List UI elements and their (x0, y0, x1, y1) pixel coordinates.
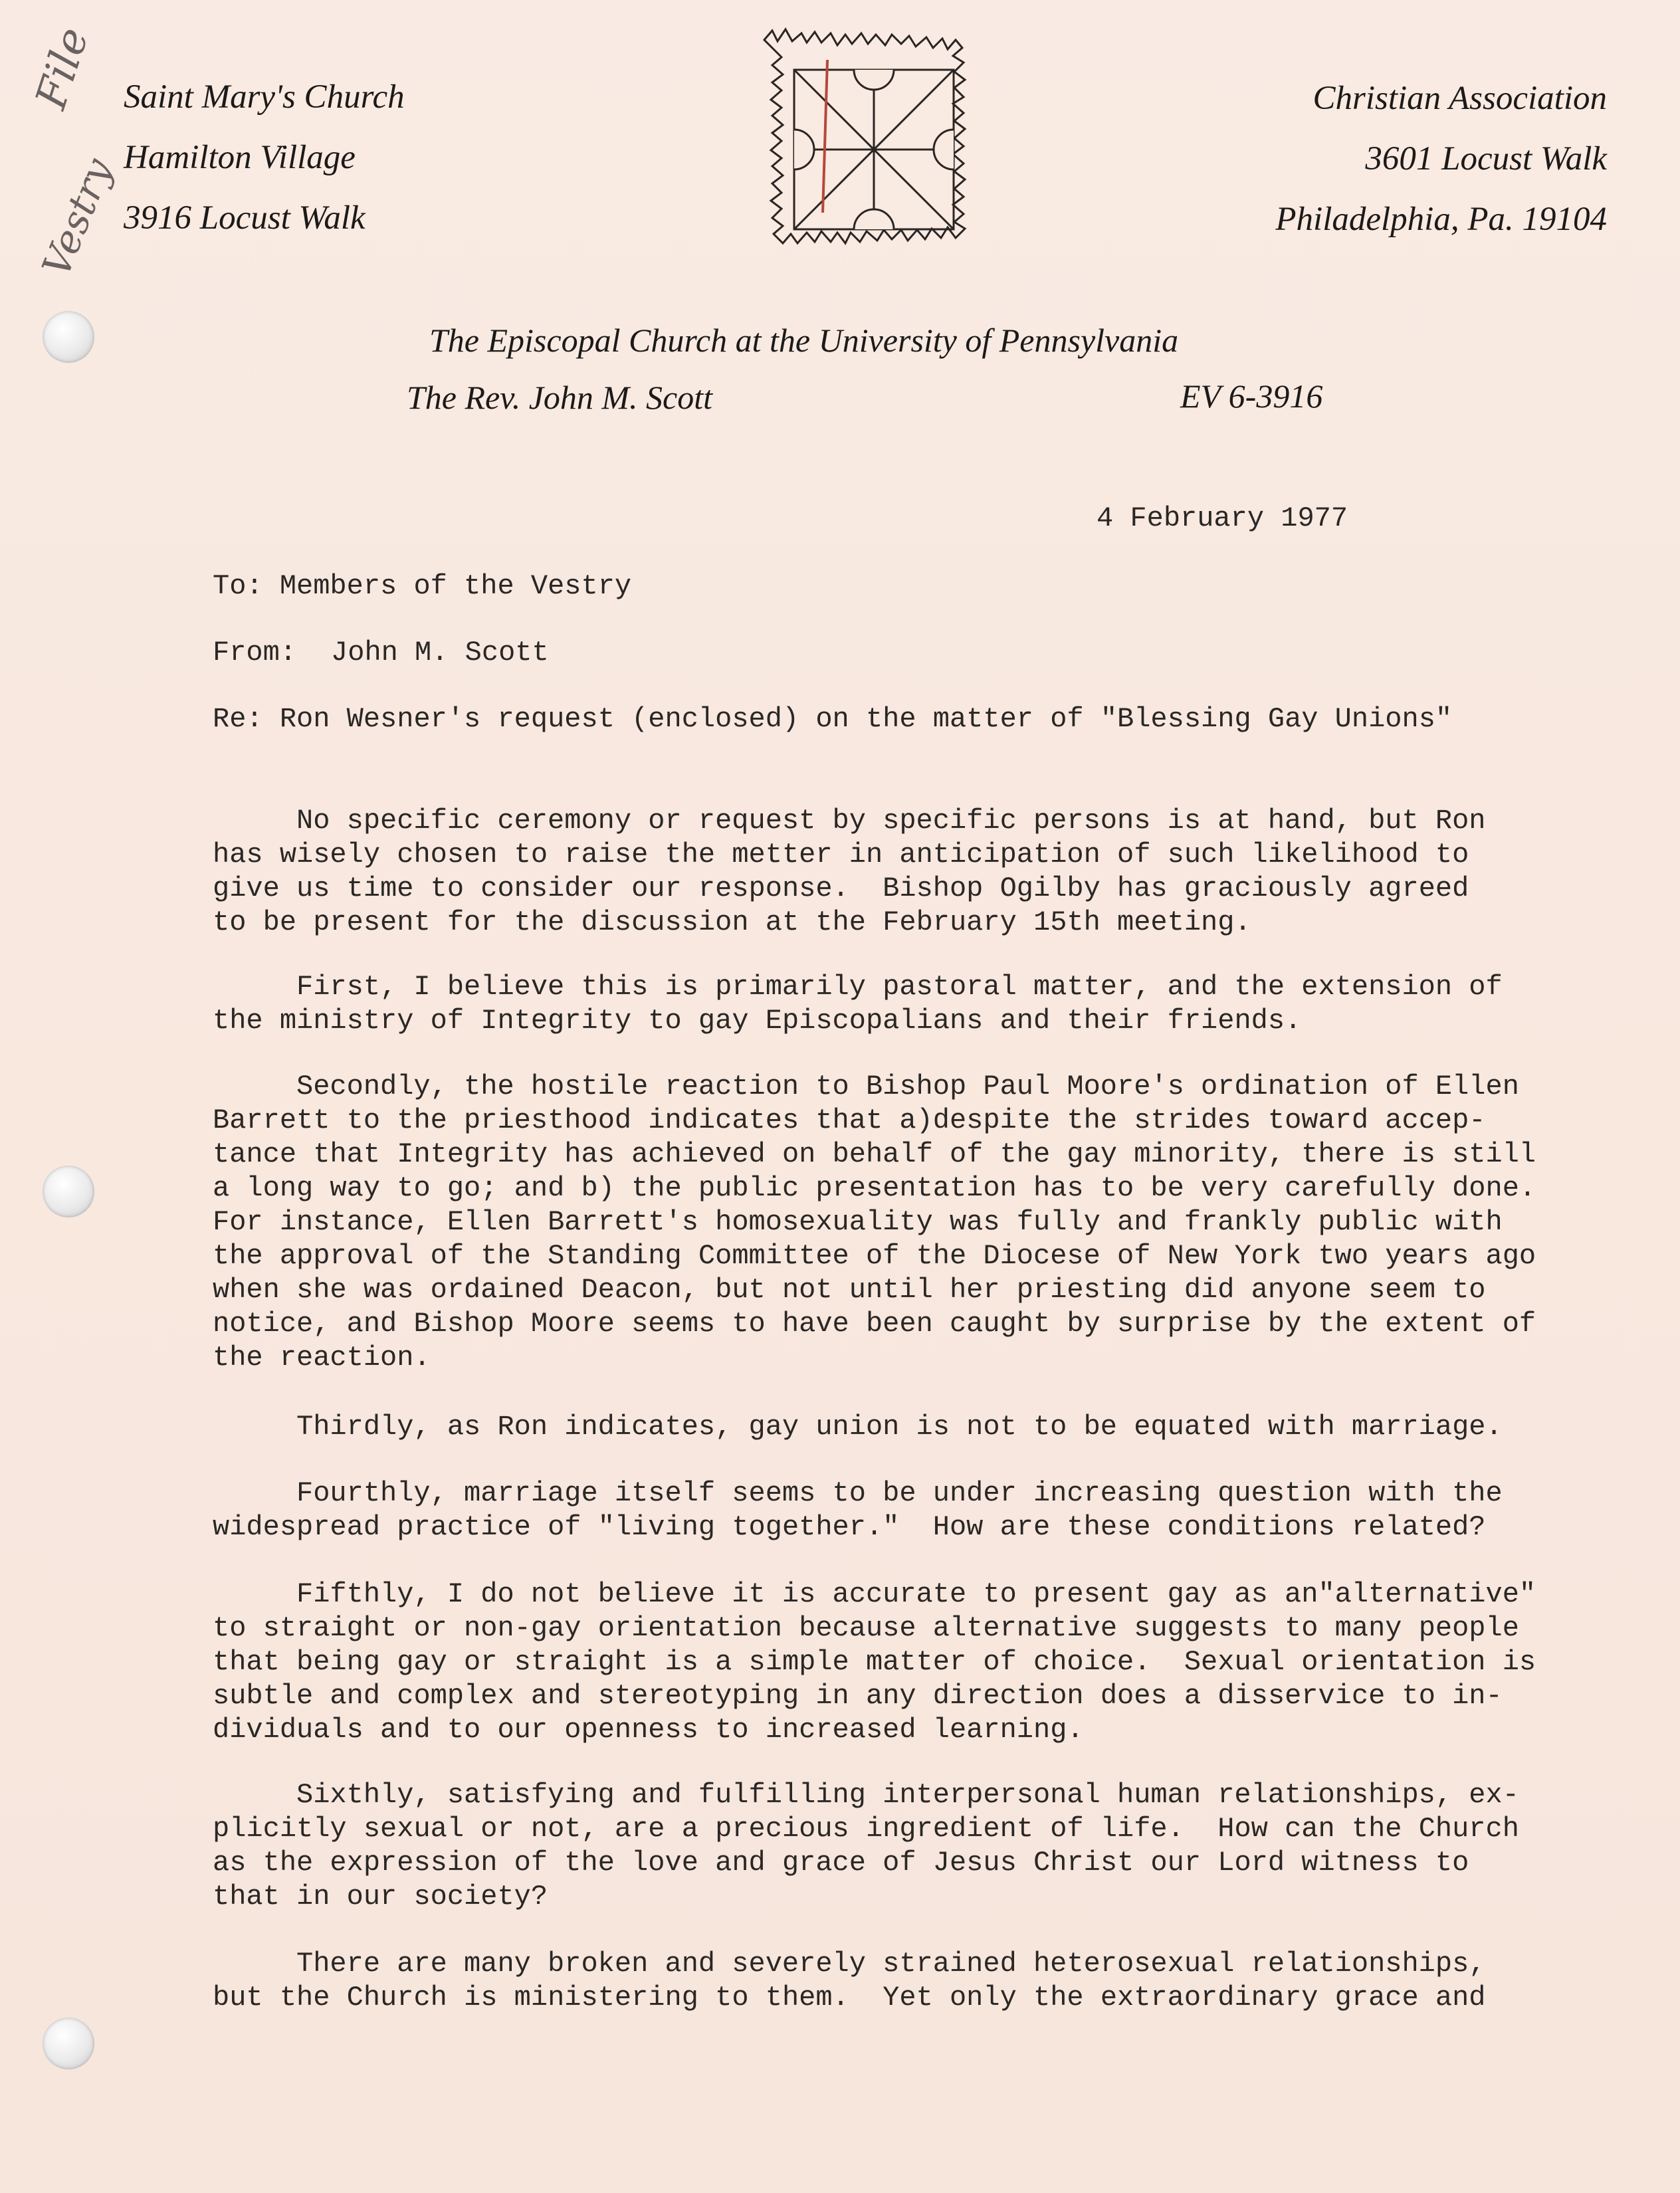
memo-date: 4 February 1977 (1097, 502, 1348, 534)
paragraph-3 (213, 1070, 1542, 1375)
paragraph-line: Thirdly, as Ron indicates, gay union is not to be equated with marriage. (296, 1411, 1503, 1443)
paragraph-line: Sixthly, satisfying and fulfilling interpersonal human relationships, ex- (296, 1779, 1519, 1811)
paragraph-line: the approval of the Standing Committee of the Diocese of New York two years ago (213, 1240, 1536, 1272)
paragraph-line: Barrett to the priesthood indicates that a)despite the strides toward accep- (213, 1104, 1486, 1136)
paragraph-4 (213, 1410, 1542, 1444)
paragraph-line: plicitly sexual or not, are a precious ingredient of life. How can the Church (213, 1813, 1519, 1845)
paragraph-8 (213, 1947, 1542, 2015)
memo-from (213, 637, 549, 669)
paragraph-line: Fifthly, I do not believe it is accurate to present gay as an"alternative" (296, 1578, 1536, 1610)
paragraph-line: No specific ceremony or request by specific persons is at hand, but Ron (296, 805, 1486, 837)
handwritten-note-file: File (27, 21, 99, 115)
paragraph-2 (213, 970, 1542, 1038)
paragraph-line: the ministry of Integrity to gay Episcopalians and their friends. (213, 1005, 1302, 1037)
binder-hole-top (43, 311, 94, 363)
memo-to: To: Members of the Vestry (213, 570, 632, 602)
handwritten-note-vestry: Vestry (33, 152, 122, 283)
paragraph-1 (213, 804, 1542, 940)
binder-hole-bottom (43, 2018, 94, 2069)
paragraph-line: has wisely chosen to raise the metter in anticipation of such likelihood to (213, 839, 1469, 871)
paragraph-line: to be present for the discussion at the February 15th meeting. (213, 906, 1251, 938)
paragraph-line: dividuals and to our openness to increased learning. (213, 1714, 1084, 1746)
letterhead-right (1275, 78, 1607, 239)
paragraph-line: but the Church is ministering to them. Yet only the extraordinary grace and (213, 1982, 1486, 2014)
institution-name: The Episcopal Church at the University of Pennsylvania (429, 322, 1179, 359)
memo-subject: Re: Ron Wesner's request (enclosed) on the matter of "Blessing Gay Unions" (213, 703, 1453, 735)
phone-number: EV 6-3916 (1180, 377, 1323, 415)
paragraph-line: as the expression of the love and grace of Jesus Christ our Lord witness to (213, 1847, 1469, 1879)
paragraph-line: Secondly, the hostile reaction to Bishop Paul Moore's ordination of Ellen (296, 1071, 1519, 1102)
church-address: 3916 Locust Walk (124, 199, 366, 237)
memo-from-label: From: (213, 637, 297, 669)
paragraph-line: First, I believe this is primarily pastoral matter, and the extension of (296, 971, 1503, 1003)
binder-hole-middle (43, 1166, 94, 1217)
paragraph-line: notice, and Bishop Moore seems to have been caught by surprise by the extent of (213, 1308, 1536, 1340)
paragraph-7 (213, 1778, 1542, 1914)
paragraph-line: subtle and complex and stereotyping in any direction does a disservice to in- (213, 1680, 1503, 1712)
paragraph-line: There are many broken and severely strained heterosexual relationships, (296, 1948, 1486, 1980)
association-name: Christian Association (1312, 80, 1607, 117)
rector-name: The Rev. John M. Scott (407, 379, 713, 416)
church-village: Hamilton Village (124, 139, 356, 176)
association-city: Philadelphia, Pa. 19104 (1275, 201, 1607, 238)
church-name: Saint Mary's Church (124, 78, 405, 116)
letterhead-left (124, 77, 405, 238)
paragraph-line: that being gay or straight is a simple matter of choice. Sexual orientation is (213, 1646, 1536, 1678)
paragraph-5 (213, 1477, 1542, 1544)
paragraph-line: For instance, Ellen Barrett's homosexuality was fully and frankly public with (213, 1206, 1503, 1238)
paragraph-line: when she was ordained Deacon, but not until her priesting did anyone seem to (213, 1274, 1486, 1306)
paragraph-line: the reaction. (213, 1342, 431, 1374)
paragraph-line: a long way to go; and b) the public presentation has to be very carefully done. (213, 1172, 1536, 1204)
paragraph-line: widespread practice of "living together." How are these conditions related? (213, 1511, 1486, 1543)
cross-emblem-logo (744, 20, 1003, 279)
memo-from-name: John M. Scott (331, 637, 549, 669)
paragraph-6 (213, 1578, 1542, 1747)
paragraph-line: that in our society? (213, 1881, 548, 1913)
paragraph-line: to straight or non-gay orientation because alternative suggests to many people (213, 1612, 1519, 1644)
paragraph-line: tance that Integrity has achieved on behalf of the gay minority, there is still (213, 1138, 1536, 1170)
paragraph-line: give us time to consider our response. Bishop Ogilby has graciously agreed (213, 873, 1469, 904)
association-address: 3601 Locust Walk (1365, 140, 1607, 177)
paragraph-line: Fourthly, marriage itself seems to be under increasing question with the (296, 1477, 1503, 1509)
